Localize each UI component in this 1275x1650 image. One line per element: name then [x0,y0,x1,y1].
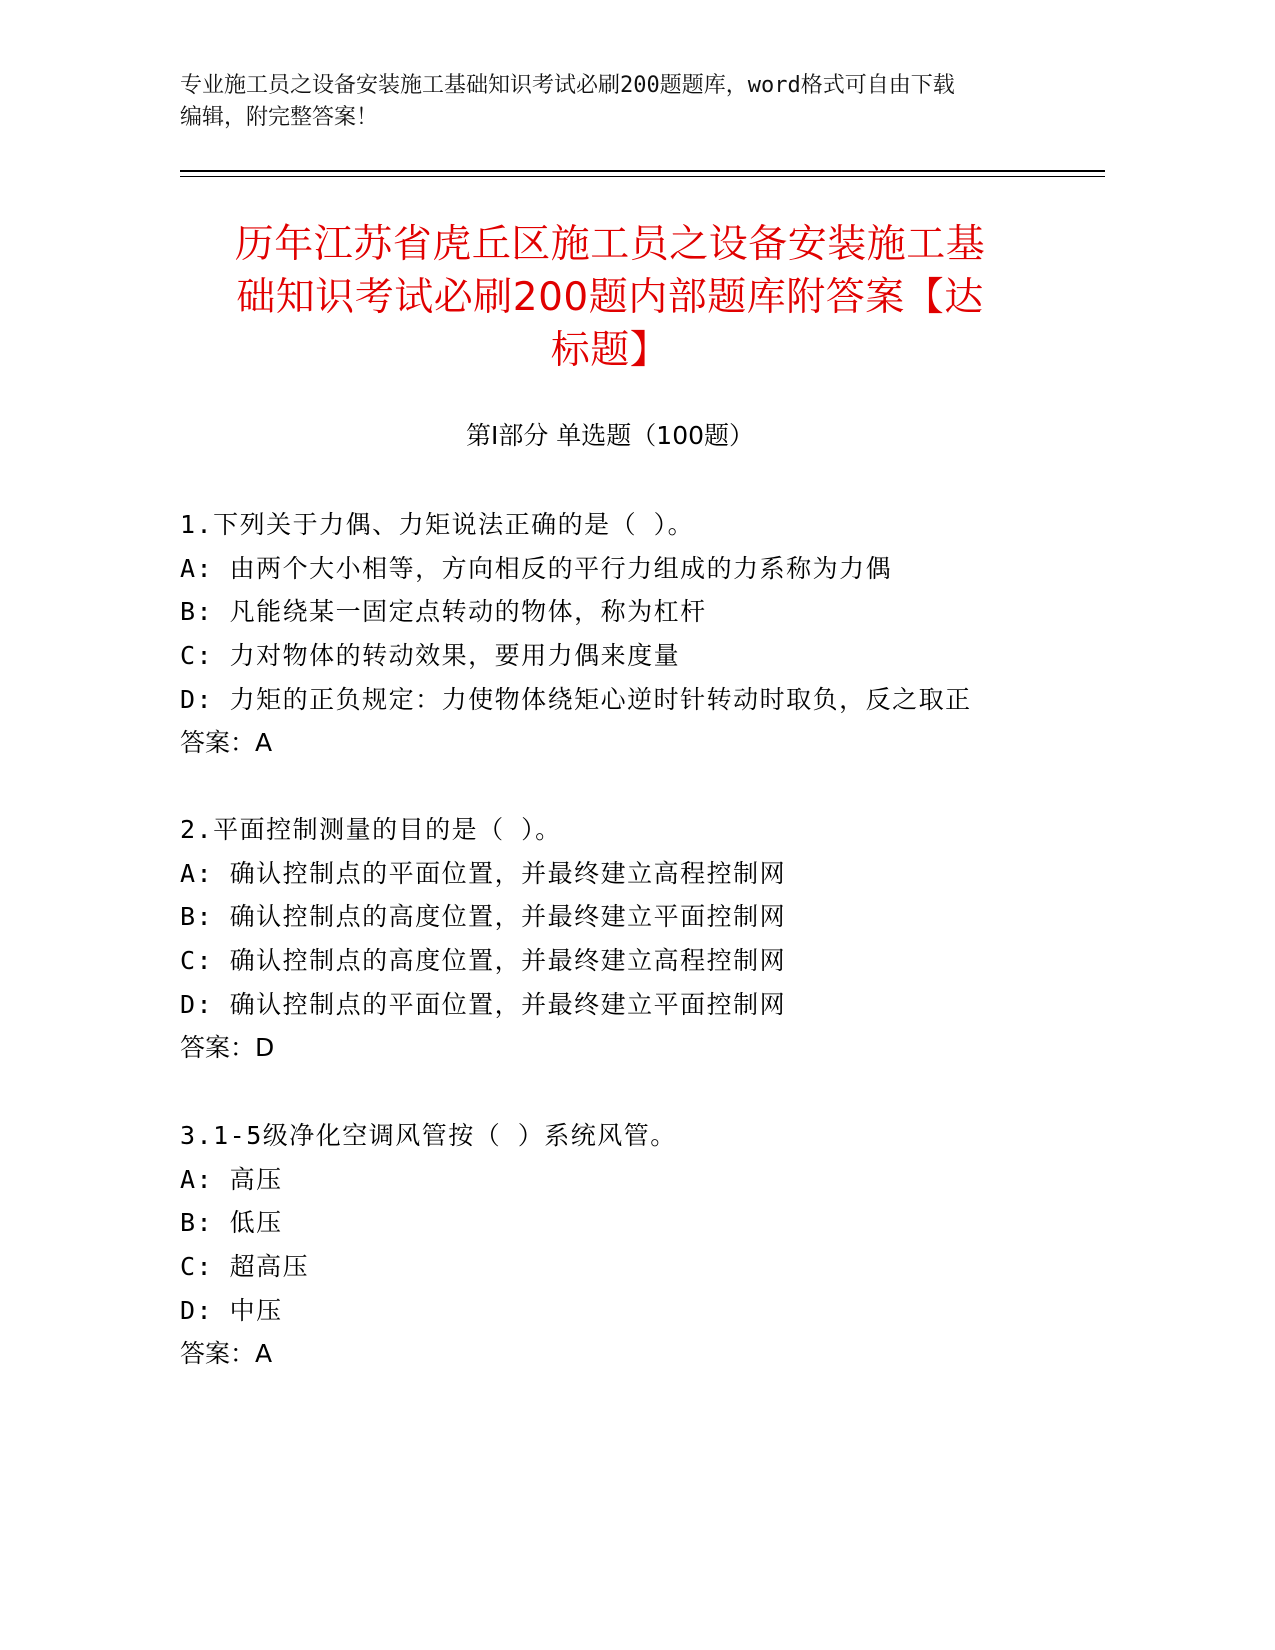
header-note-line: 编辑，附完整答案！ [180,105,379,130]
title-line: 标题】 [550,328,670,373]
answer: 答案：A [180,1339,273,1369]
option-c: C: 超高压 [180,1252,310,1282]
answer: 答案：A [180,728,273,758]
question-3 [180,1114,1060,1376]
title-line: 历年江苏省虎丘区施工员之设备安装施工基 [234,222,986,267]
header-note-line: 专业施工员之设备安装施工基础知识考试必刷200题题库，word格式可自由下载 [180,73,955,98]
document-title [180,218,1040,377]
question-stem: 3.1-5级净化空调风管按（ ）系统风管。 [180,1121,677,1150]
question-stem: 2.平面控制测量的目的是（ ）。 [180,815,562,844]
header-note [180,70,1060,134]
option-a: A: 由两个大小相等，方向相反的平行力组成的力系称为力偶 [180,553,893,583]
option-d: D: 力矩的正负规定：力使物体绕矩心逆时针转动时取负，反之取正 [180,684,972,714]
question-2 [180,808,1060,1070]
title-line: 础知识考试必刷200题内部题库附答案【达 [236,275,984,320]
option-b: B: 确认控制点的高度位置，并最终建立平面控制网 [180,902,787,932]
header-rule-thick [180,170,1105,172]
header-rule-thin [180,176,1105,177]
option-c: C: 确认控制点的高度位置，并最终建立高程控制网 [180,946,787,976]
option-c: C: 力对物体的转动效果，要用力偶来度量 [180,641,681,671]
question-stem: 1.下列关于力偶、力矩说法正确的是（ ）。 [180,510,695,539]
answer: 答案：D [180,1033,275,1063]
option-d: D: 中压 [180,1295,283,1325]
option-b: B: 低压 [180,1208,283,1238]
option-d: D: 确认控制点的平面位置，并最终建立平面控制网 [180,989,787,1019]
question-1 [180,503,1060,765]
section-heading: 第Ⅰ部分 单选题（100题） [465,421,755,450]
option-b: B: 凡能绕某一固定点转动的物体，称为杠杆 [180,597,707,627]
option-a: A: 高压 [180,1164,283,1194]
option-a: A: 确认控制点的平面位置，并最终建立高程控制网 [180,858,787,888]
